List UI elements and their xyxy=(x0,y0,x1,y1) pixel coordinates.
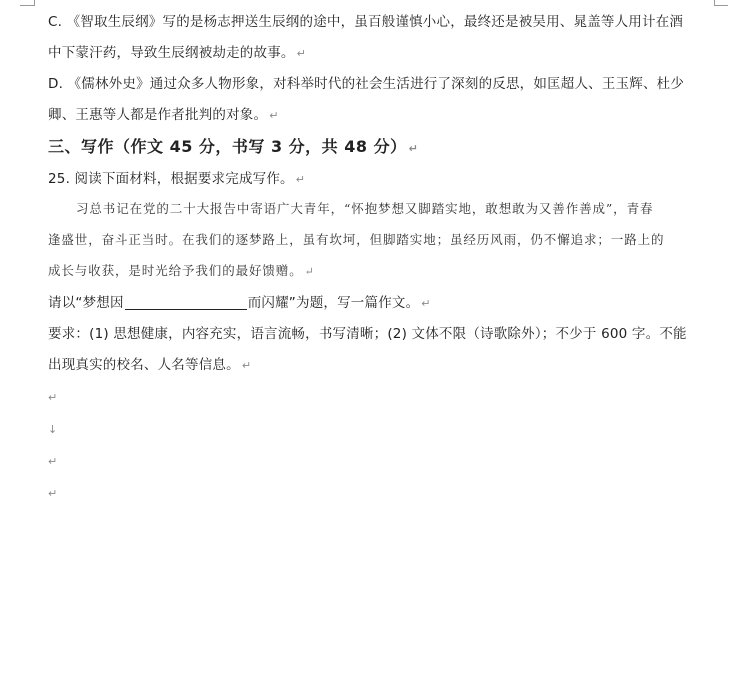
crop-mark-left-vertical xyxy=(34,0,35,6)
paragraph-mark: ↵ xyxy=(241,359,252,372)
empty-paragraph-mark: ↵ xyxy=(48,455,58,468)
option-d-text-1: D. 《儒林外史》通过众多人物形象，对科举时代的社会生活进行了深刻的反思，如匡超人、王玉辉、杜少 xyxy=(48,76,685,92)
paragraph-mark: ↵ xyxy=(408,142,419,155)
paragraph-mark: ↵ xyxy=(304,265,315,278)
requirements-line-2 xyxy=(48,355,251,376)
question-text: 25. 阅读下面材料，根据要求完成写作。 xyxy=(48,171,294,187)
material-line-2 xyxy=(48,230,664,250)
paragraph-mark: ↵ xyxy=(295,173,306,186)
section-heading xyxy=(48,137,418,159)
material-text-3: 成长与收获，是时光给予我们的最好馈赠。 xyxy=(48,263,303,278)
empty-paragraph-mark: ↵ xyxy=(48,487,58,500)
prompt-text-before: 请以“梦想因 xyxy=(48,295,124,311)
crop-mark-left-horizontal xyxy=(20,5,34,6)
paragraph-mark: ↵ xyxy=(296,47,307,60)
section-heading-text: 三、写作（作文 45 分，书写 3 分，共 48 分） xyxy=(48,137,407,156)
option-c-text-2: 中下蒙汗药，导致生辰纲被劫走的故事。 xyxy=(48,45,295,61)
requirements-text-1: 要求：(1) 思想健康，内容充实，语言流畅，书写清晰；(2) 文体不限（诗歌除外）；不少于 600 字。不能 xyxy=(48,326,687,342)
crop-mark-right-vertical xyxy=(714,0,715,6)
empty-line-break-mark: ↓ xyxy=(48,423,58,436)
empty-paragraph-mark: ↵ xyxy=(48,391,58,404)
material-line-1 xyxy=(76,199,653,219)
paragraph-mark: ↵ xyxy=(421,297,431,310)
option-d-line-1 xyxy=(48,74,684,94)
crop-mark-right-horizontal xyxy=(714,5,728,6)
material-text-2: 逢盛世，奋斗正当时。在我们的逐梦路上，虽有坎坷，但脚踏实地；虽经历风雨，仍不懈追求；一路上的 xyxy=(48,232,665,247)
option-c-line-2 xyxy=(48,43,306,64)
requirements-text-2: 出现真实的校名、人名等信息。 xyxy=(48,357,240,373)
prompt-line xyxy=(48,293,431,314)
option-d-text-2: 卿、王惠等人都是作者批判的对象。 xyxy=(48,107,268,123)
requirements-line-1 xyxy=(48,324,687,344)
material-line-3 xyxy=(48,261,315,282)
title-blank xyxy=(125,295,247,310)
option-c-line-1 xyxy=(48,12,683,32)
paragraph-mark: ↵ xyxy=(269,109,279,122)
prompt-text-after: 而闪耀”为题，写一篇作文。 xyxy=(247,295,420,311)
question-line xyxy=(48,169,305,190)
material-text-1: 习总书记在党的二十大报告中寄语广大青年，“怀抱梦想又脚踏实地，敢想敢为又善作善成”，青春 xyxy=(76,201,654,216)
option-c-text-1: C. 《智取生辰纲》写的是杨志押送生辰纲的途中，虽百般谨慎小心，最终还是被吴用、晁盖等人用计在酒 xyxy=(48,14,684,30)
option-d-line-2 xyxy=(48,105,279,126)
